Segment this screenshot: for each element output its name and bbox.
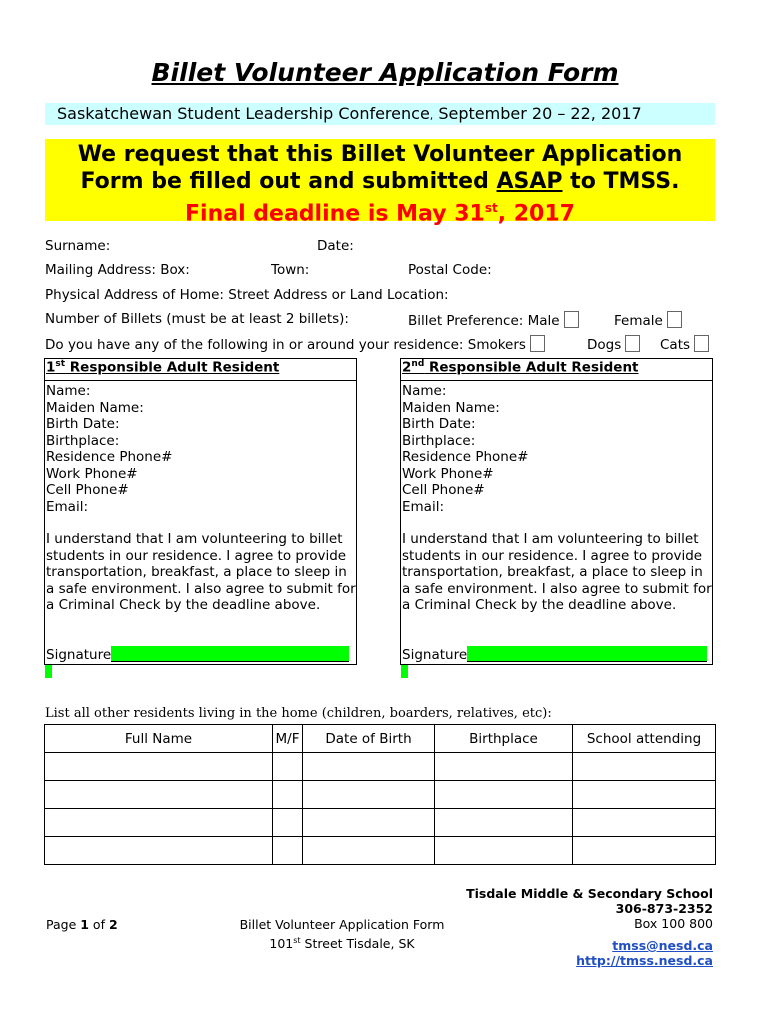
physical-address-label: Physical Address of Home: Street Address or Land Location: (45, 287, 449, 303)
residence-phone-label: Residence Phone# (402, 449, 529, 465)
residents-table (44, 724, 716, 865)
page-number: Page 1 of 2 (46, 917, 118, 932)
notice-line-2: Form be filled out and submitted ASAP to TMSS. (80, 169, 680, 194)
resident-1-statement: I understand that I am volunteering to billet students in our residence. I agree to provide transportation, breakfast, a place to sleep in a safe environment. I also agree to submit for a Criminal Check by the deadline above. (46, 531, 356, 613)
maiden-name-label: Maiden Name: (46, 399, 144, 416)
birth-date-label: Birth Date: (46, 416, 120, 432)
table-header-row (45, 725, 716, 753)
dogs-checkbox[interactable] (625, 335, 640, 352)
town-label: Town: (271, 262, 310, 278)
smokers-checkbox[interactable] (530, 335, 545, 352)
conference-comma: , (429, 109, 434, 122)
table-row (45, 781, 716, 809)
notice-deadline: Final deadline is May 31st, 2017 (185, 201, 575, 227)
conference-banner (45, 103, 715, 125)
resident-2-fields (402, 383, 710, 515)
resident-1-divider (44, 380, 357, 381)
deadline-notice (45, 139, 715, 227)
col-birthplace: Birthplace (435, 725, 573, 753)
school-email-link[interactable]: tmss@nesd.ca (612, 938, 713, 953)
signature-field-2[interactable] (467, 646, 707, 662)
billet-pref-female: Female (614, 311, 682, 329)
signature-marker-2 (401, 665, 408, 678)
col-mf: M/F (273, 725, 303, 753)
resident-2-divider (400, 380, 713, 381)
cats-option: Cats (660, 335, 709, 353)
name-label: Name: (46, 383, 91, 399)
postal-code-label: Postal Code: (408, 262, 492, 278)
signature-field-1[interactable] (111, 646, 349, 662)
resident-1-signature: Signature (46, 646, 349, 663)
school-website-link[interactable]: http://tmss.nesd.ca (576, 953, 713, 968)
footer-center (222, 917, 462, 952)
col-date-of-birth: Date of Birth (303, 725, 435, 753)
school-name: Tisdale Middle & Secondary School (466, 886, 713, 901)
resident-2-statement: I understand that I am volunteering to billet students in our residence. I agree to provide transportation, breakfast, a place to sleep in a safe environment. I also agree to submit for a Criminal Check by the deadline above. (402, 531, 712, 613)
school-box: Box 100 800 (634, 916, 713, 931)
table-row (45, 809, 716, 837)
school-contact (466, 886, 713, 968)
birthplace-label: Birthplace: (402, 432, 476, 449)
maiden-name-label: Maiden Name: (402, 399, 500, 416)
signature-marker-1 (45, 665, 52, 678)
cell-phone-label: Cell Phone# (402, 482, 485, 498)
residence-question: Do you have any of the following in or around your residence: Smokers (45, 335, 545, 353)
footer-form-name: Billet Volunteer Application Form (239, 917, 445, 932)
resident-1-heading: 1st Responsible Adult Resident (46, 359, 280, 376)
resident-2-heading: 2nd Responsible Adult Resident (402, 359, 639, 376)
resident-2-signature: Signature (402, 646, 707, 663)
female-checkbox[interactable] (667, 311, 682, 328)
num-billets-label: Number of Billets (must be at least 2 billets): (45, 311, 349, 327)
col-full-name: Full Name (45, 725, 273, 753)
work-phone-label: Work Phone# (402, 465, 494, 482)
male-checkbox[interactable] (564, 311, 579, 328)
table-row (45, 753, 716, 781)
residence-phone-label: Residence Phone# (46, 449, 173, 465)
resident-1-fields (46, 383, 354, 515)
birth-date-label: Birth Date: (402, 416, 476, 432)
school-phone: 306-873-2352 (615, 901, 713, 916)
billet-pref-male: Billet Preference: Male (408, 311, 579, 329)
conference-name: Saskatchewan Student Leadership Conference (57, 104, 430, 123)
email-label: Email: (46, 498, 89, 515)
birthplace-label: Birthplace: (46, 432, 120, 449)
name-label: Name: (402, 383, 447, 399)
date-label: Date: (317, 238, 354, 254)
asap-text: ASAP (496, 169, 563, 194)
surname-label: Surname: (45, 238, 111, 254)
form-title: Billet Volunteer Application Form (151, 58, 619, 87)
col-school-attending: School attending (573, 725, 716, 753)
table-row (45, 837, 716, 865)
email-label: Email: (402, 498, 445, 515)
mailing-box-label: Mailing Address: Box: (45, 262, 190, 278)
cell-phone-label: Cell Phone# (46, 482, 129, 498)
work-phone-label: Work Phone# (46, 465, 138, 482)
conference-dates: September 20 – 22, 2017 (438, 104, 642, 123)
residents-list-label: List all other residents living in the home (children, boarders, relatives, etc): (45, 706, 552, 721)
dogs-option: Dogs (587, 335, 640, 353)
footer-address: 101st Street Tisdale, SK (269, 936, 415, 952)
notice-line-1: We request that this Billet Volunteer Application (77, 142, 683, 167)
cats-checkbox[interactable] (694, 335, 709, 352)
